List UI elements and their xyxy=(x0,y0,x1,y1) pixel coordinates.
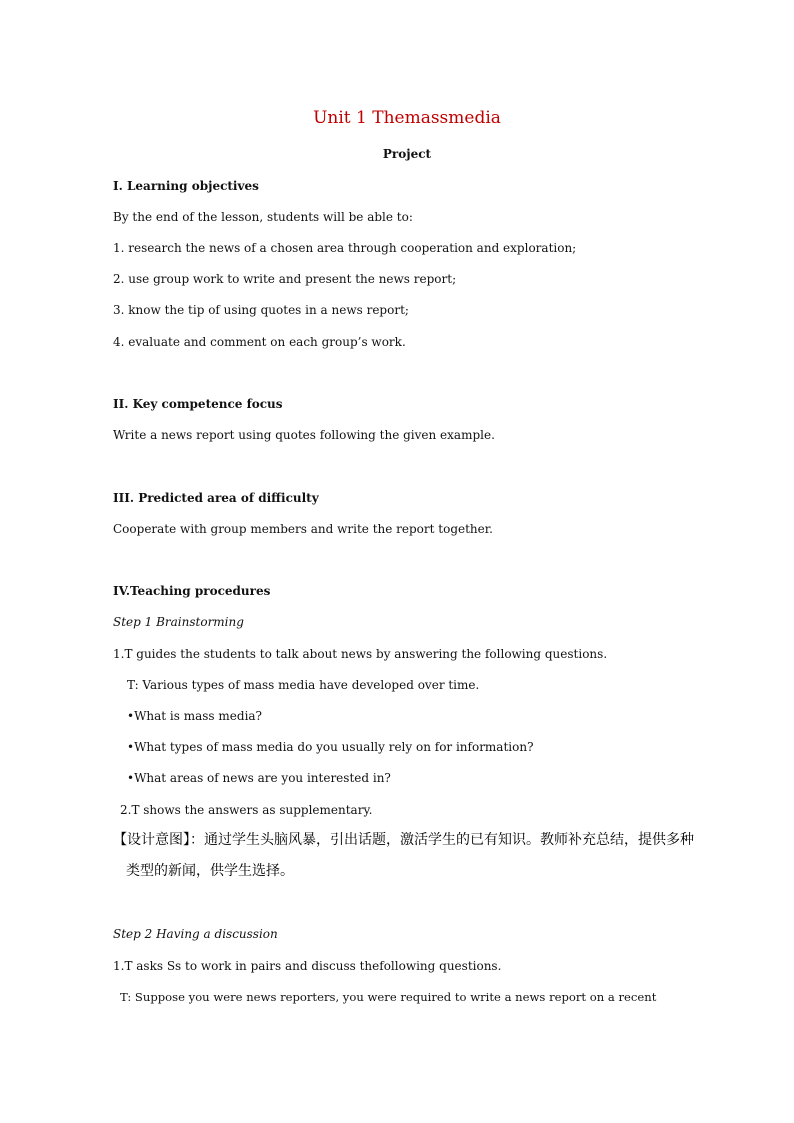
procedures-heading: IV.Teaching procedures xyxy=(113,584,271,598)
step1-question-1: •What is mass media? xyxy=(127,709,262,723)
step1-item-1: 1.T guides the students to talk about news by answering the following questions. xyxy=(113,647,608,661)
difficulty-text: Cooperate with group members and write the report together. xyxy=(113,522,493,536)
step2-teacher-line: T: Suppose you were news reporters, you were required to write a news report on a recent xyxy=(120,990,657,1004)
step2-title: Step 2 Having a discussion xyxy=(113,927,278,941)
objective-item-4: 4. evaluate and comment on each group’s work. xyxy=(113,335,406,349)
objectives-heading: I. Learning objectives xyxy=(113,179,259,193)
competence-heading: II. Key competence focus xyxy=(113,397,283,411)
objectives-intro: By the end of the lesson, students will be able to: xyxy=(113,210,413,224)
design-intent-line-1: 【设计意图】：通过学生头脑风暴，引出话题，激活学生的已有知识。教师补充总结，提供多种 xyxy=(113,832,694,848)
step1-teacher-line: T: Various types of mass media have developed over time. xyxy=(127,678,480,692)
competence-text: Write a news report using quotes following the given example. xyxy=(113,428,495,442)
step2-item-1: 1.T asks Ss to work in pairs and discuss thefollowing questions. xyxy=(113,959,502,973)
objective-item-1: 1. research the news of a chosen area through cooperation and exploration; xyxy=(113,241,577,255)
step1-question-2: •What types of mass media do you usually rely on for information? xyxy=(127,740,534,754)
difficulty-heading: III. Predicted area of difficulty xyxy=(113,491,319,505)
document-subtitle: Project xyxy=(382,147,432,161)
objective-item-3: 3. know the tip of using quotes in a news report; xyxy=(113,303,409,317)
design-intent-line-2: 类型的新闻，供学生选择。 xyxy=(126,863,294,879)
objective-item-2: 2. use group work to write and present the news report; xyxy=(113,272,457,286)
step1-item-2: 2.T shows the answers as supplementary. xyxy=(120,803,373,817)
document-title: Unit 1 Themassmedia xyxy=(313,108,501,128)
step1-question-3: •What areas of news are you interested in? xyxy=(127,771,391,785)
step1-title: Step 1 Brainstorming xyxy=(113,615,244,629)
